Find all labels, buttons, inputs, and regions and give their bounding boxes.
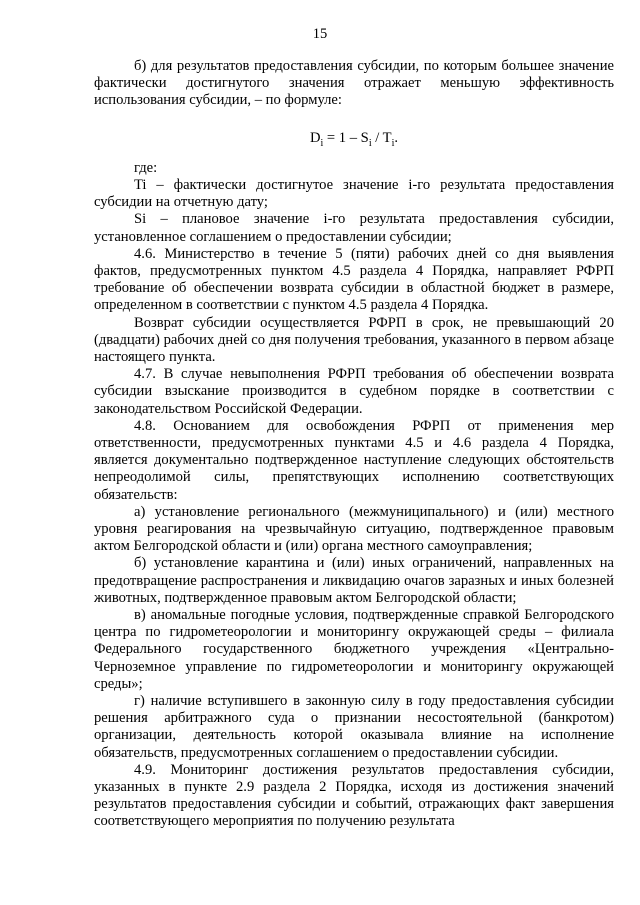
- paragraph-4-7: 4.7. В случае невыполнения РФРП требования об обеспечении возврата субсидии взыскание производится в судебном порядке в соответствии с законодательством Российской Федерации.: [94, 366, 614, 417]
- paragraph-4-8: 4.8. Основанием для освобождения РФРП от применения мер ответственности, предусмотренных пунктами 4.5 и 4.6 раздела 4 Порядка, является документально подтвержденное наступление следующих обстоятельств непреодолимой силы, препятствующих исполнению соответствующих обязательств:: [94, 417, 614, 503]
- paragraph-4-6: 4.6. Министерство в течение 5 (пяти) рабочих дней со дня выявления фактов, предусмотренных пунктом 4.5 раздела 4 Порядка, направляет РФРП требование об обеспечении возврата субсидии в областной бюджет в размере, определенном в соответствии с пунктом 4.5 раздела 4 Порядка.: [94, 245, 614, 314]
- paragraph-ti-definition: Ti – фактически достигнутое значение i-го результата предоставления субсидии на отчетную дату;: [94, 176, 614, 211]
- paragraph-4-8-a: а) установление регионального (межмуниципального) и (или) местного уровня реагирования на чрезвычайную ситуацию, подтвержденное правовым актом Белгородской области и (или) органа местного самоуправления;: [94, 503, 614, 555]
- page-number: 15: [312, 26, 328, 42]
- paragraph-4-9: 4.9. Мониторинг достижения результатов предоставления субсидии, указанных в пункте 2.9 раздела 2 Порядка, исходя из достижения значений результатов предоставления субсидии и событий, отражающих факт завершения соответствующего мероприятия по получению результата: [94, 761, 614, 830]
- paragraph-si-definition: Si – плановое значение i-го результата предоставления субсидии, установленное соглашением о предоставлении субсидии;: [94, 211, 614, 245]
- paragraph-4-8-c: в) аномальные погодные условия, подтвержденные справкой Белгородского центра по гидрометеорологии и мониторингу окружающей среды – филиала Федерального государственного бюджетного учреждения «Центрально-Черноземное управление по гидрометеорологии и мониторингу окружающей среды»;: [94, 607, 614, 692]
- paragraph-4-8-d: г) наличие вступившего в законную силу в году предоставления субсидии решения арбитражного суда о признании несостоятельной (банкротом) организации, деятельность которой оказывала влияние на исполнение обязательств, предусмотренных соглашением о предоставлении субсидии.: [94, 693, 614, 761]
- paragraph-4-8-b: б) установление карантина и (или) иных ограничений, направленных на предотвращение распространения и ликвидацию очагов заразных и иных болезней животных, подтвержденное правовым актом Белгородской области;: [94, 555, 614, 606]
- document-body: [94, 58, 614, 831]
- paragraph-where: где:: [134, 159, 158, 176]
- paragraph-4-6-return: Возврат субсидии осуществляется РФРП в срок, не превышающий 20 (двадцати) рабочих дней со дня получения требования, указанного в первом абзаце настоящего пункта.: [94, 314, 614, 365]
- paragraph-b-formula-intro: б) для результатов предоставления субсидии, по которым большее значение фактически достигнутого значения отражает меньшую эффективность использования субсидии, – по формуле:: [94, 58, 614, 109]
- formula: $D_i = 1 - S_i / T_i$.: [309, 129, 399, 149]
